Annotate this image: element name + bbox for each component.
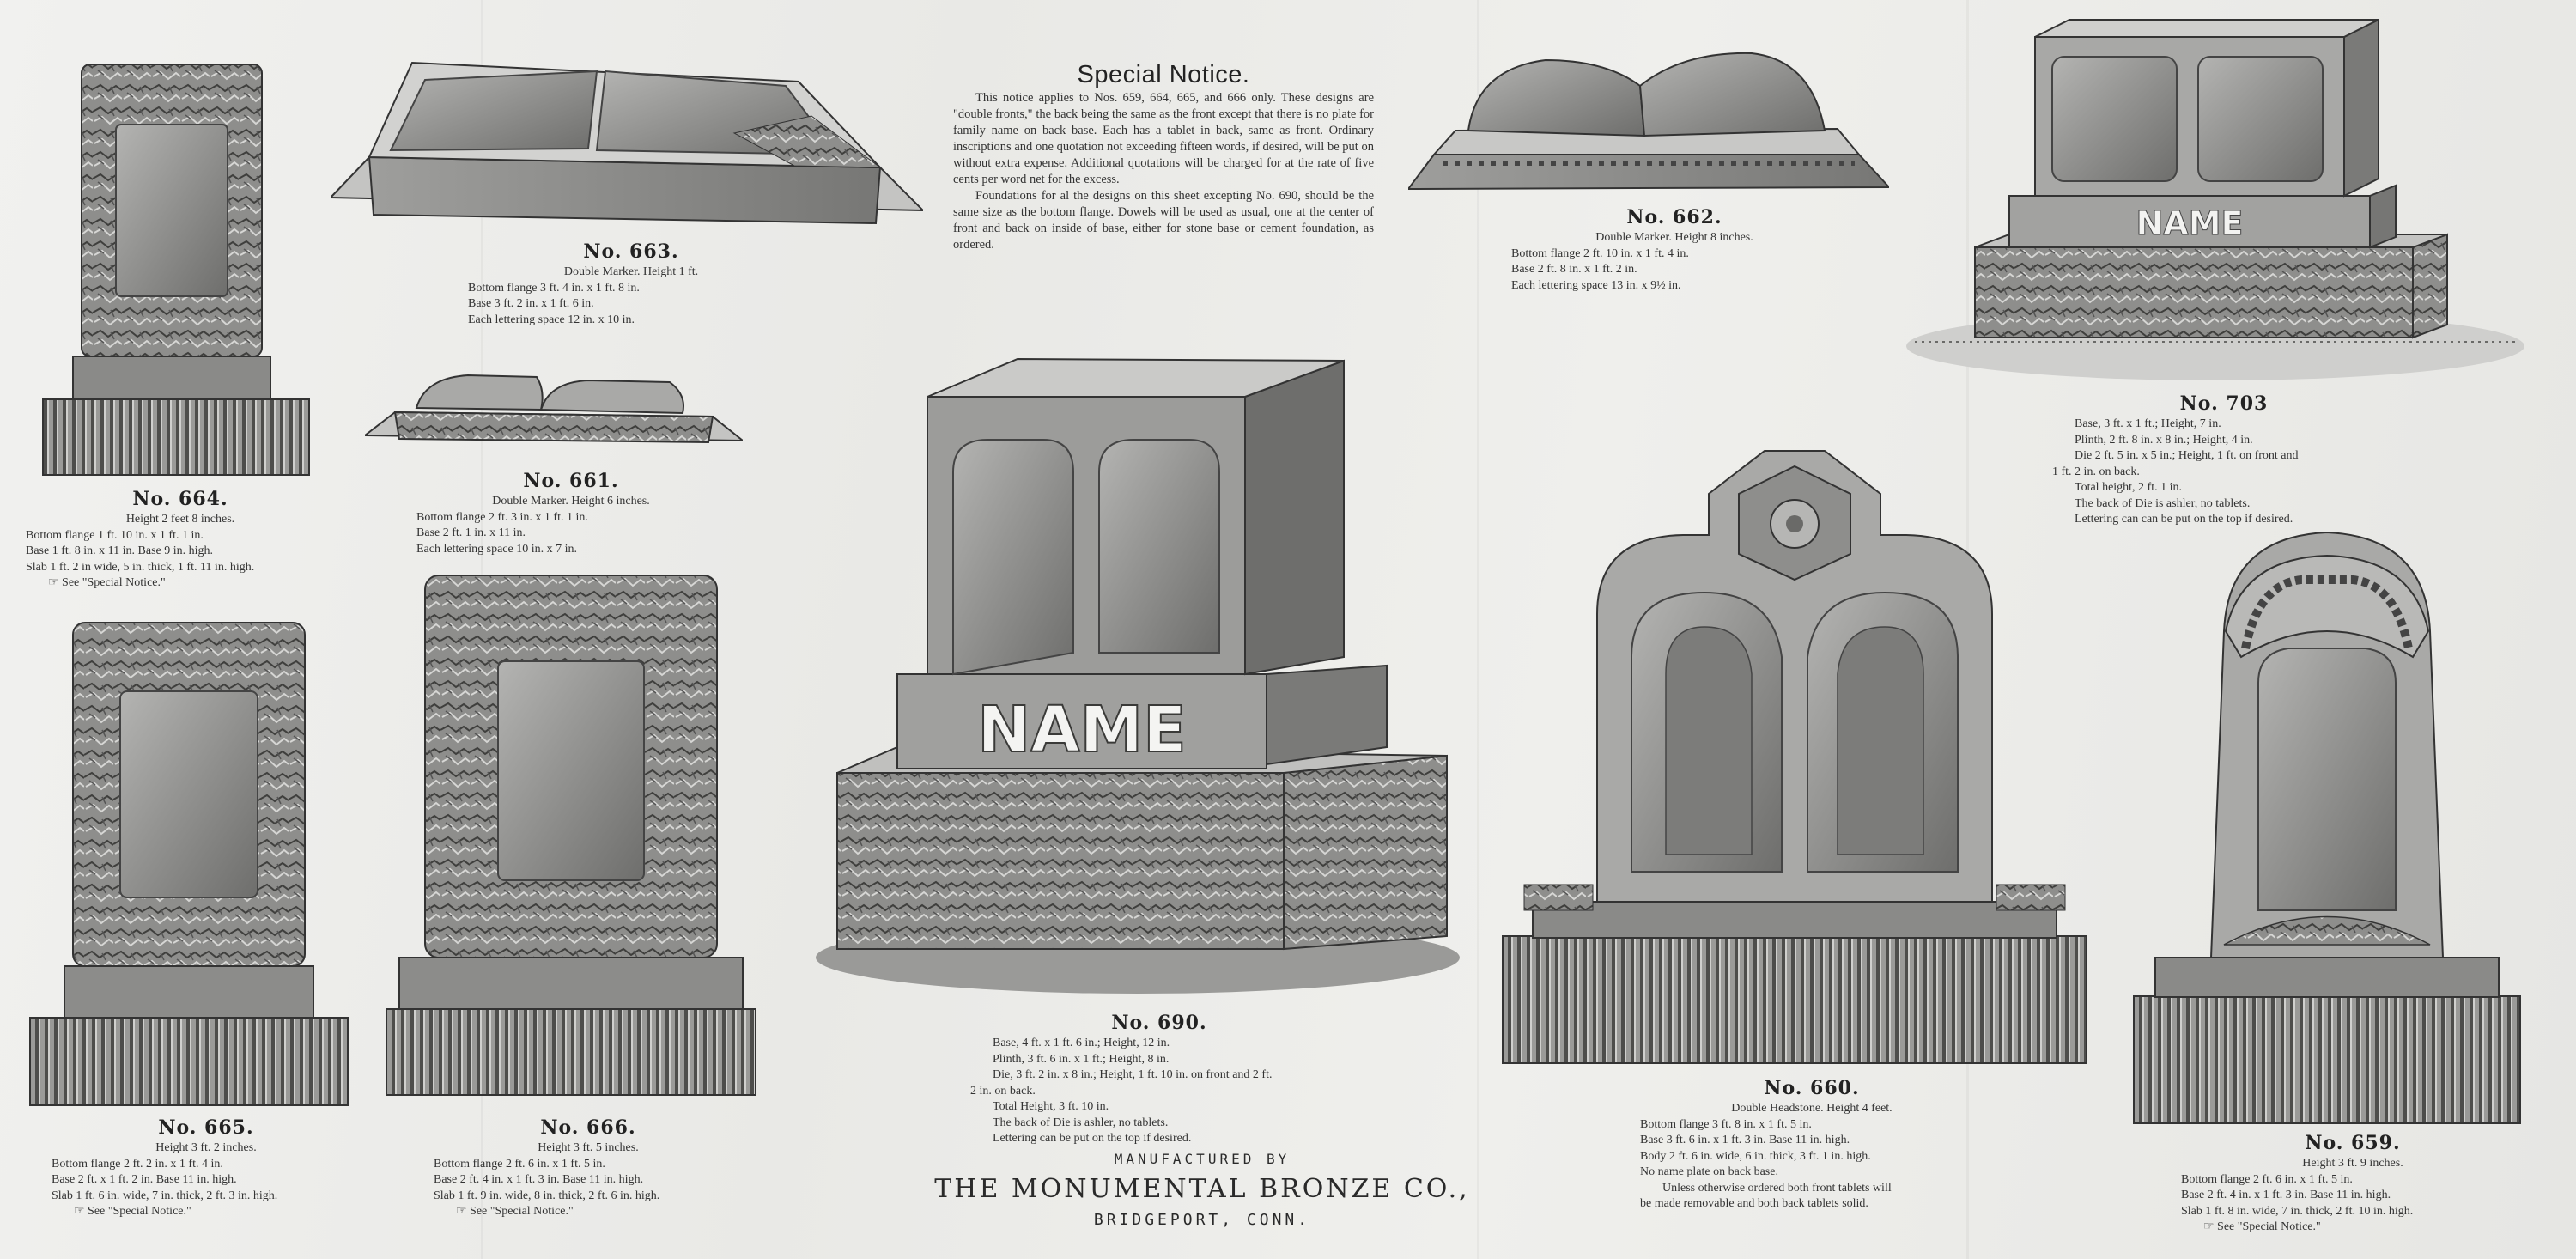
spec-line: Lettering can be put on the top if desired. xyxy=(993,1132,1192,1145)
company-name: THE MONUMENTAL BRONZE CO., xyxy=(934,1174,1470,1204)
product-number: No. 663. xyxy=(583,240,679,263)
monument-690-illustration xyxy=(811,344,1464,996)
spec-line: Each lettering space 13 in. x 9½ in. xyxy=(1511,278,1681,292)
monument-666-illustration xyxy=(382,567,760,1099)
monument-703-illustration xyxy=(1898,15,2533,385)
notice-line: Foundations for al the designs on this sheet excepting No. xyxy=(975,189,1275,203)
monument-664-illustration xyxy=(34,60,318,481)
spec-line: Base 2 ft. 4 in. x 1 ft. 3 in. Base 11 in. high. xyxy=(2181,1189,2391,1201)
spec-line: Base 3 ft. 2 in. x 1 ft. 6 in. xyxy=(468,297,594,310)
spec-line: Height 2 feet 8 inches. xyxy=(125,513,235,526)
monument-663-illustration xyxy=(331,56,923,236)
monument-659-illustration xyxy=(2129,520,2524,1129)
name-plate-690: NAME xyxy=(977,693,1187,767)
spec-line: Plinth, 3 ft. 6 in. x 1 ft.; Height, 8 in. xyxy=(993,1052,1170,1066)
notice-line: and one quotation not exceeding fifteen words, if desired, will xyxy=(1014,140,1325,154)
spec-line: Unless otherwise ordered both front tablets will xyxy=(1662,1181,1892,1195)
spec-line: Double Marker. Height 1 ft. xyxy=(563,265,699,278)
company-location: BRIDGEPORT, CONN. xyxy=(1093,1211,1311,1229)
caption-661 xyxy=(416,468,726,557)
product-number: No. 665. xyxy=(158,1116,254,1139)
spec-line: Bottom flange 2 ft. 6 in. x 1 ft. 5 in. xyxy=(2181,1172,2353,1186)
spec-line: Double Marker. Height 6 inches. xyxy=(492,495,650,508)
spec-line: be made removable and both back tablets solid. xyxy=(1640,1197,1868,1210)
notice-line: charged for at the rate of five cents per word net for the excess. xyxy=(953,156,1375,186)
product-number: No. 662. xyxy=(1626,206,1722,228)
spec-line: Bottom flange 1 ft. 10 in. x 1 ft. 1 in. xyxy=(26,528,204,542)
caption-663 xyxy=(468,239,794,328)
notice-line: These designs are "double fronts," the back being the same as xyxy=(953,91,1375,121)
spec-line: Bottom flange 2 ft. 2 in. x 1 ft. 4 in. xyxy=(52,1157,223,1171)
product-number: No. 703 xyxy=(2179,392,2269,415)
spec-line: 1 ft. 2 in. on back. xyxy=(2052,465,2140,478)
spec-line: Base 2 ft. 4 in. x 1 ft. 3 in. Base 11 in. high. xyxy=(434,1173,644,1186)
spec-line: The back of Die is ashler, no tablets. xyxy=(2075,496,2251,510)
spec-line: Double Marker. Height 8 inches. xyxy=(1595,231,1753,244)
caption-703 xyxy=(2052,391,2396,528)
monument-661-illustration xyxy=(365,356,743,459)
monument-662-illustration xyxy=(1408,34,1889,198)
spec-line: ☞ See "Special Notice." xyxy=(74,1205,191,1218)
spec-line: Base 2 ft. 8 in. x 1 ft. 2 in. xyxy=(1511,263,1637,276)
spec-line: Body 2 ft. 6 in. wide, 6 in. thick, 3 ft. 1 in. high. xyxy=(1640,1149,1871,1163)
spec-line: Bottom flange 2 ft. 3 in. x 1 ft. 1 in. xyxy=(416,510,588,524)
spec-line: Bottom flange 3 ft. 8 in. x 1 ft. 5 in. xyxy=(1640,1117,1812,1131)
spec-line: ☞ See "Special Notice." xyxy=(456,1205,574,1218)
notice-line: Each has a tablet in back, same as front. Ordinary inscriptions xyxy=(953,124,1374,154)
spec-line: Bottom flange 2 ft. 10 in. x 1 ft. 4 in. xyxy=(1511,246,1689,260)
spec-line: Base 2 ft. x 1 ft. 2 in. Base 11 in. high. xyxy=(52,1173,237,1186)
caption-660 xyxy=(1640,1075,1984,1213)
spec-line: No name plate on back base. xyxy=(1640,1165,1778,1178)
spec-line: Lettering can can be put on the top if desired. xyxy=(2075,513,2293,526)
caption-664 xyxy=(26,486,335,592)
spec-line: Height 3 ft. 5 inches. xyxy=(538,1141,639,1154)
notice-paragraph-2 xyxy=(953,188,1374,253)
notice-paragraph-1 xyxy=(953,90,1374,188)
spec-line: Height 3 ft. 2 inches. xyxy=(155,1141,257,1154)
spec-line: Height 3 ft. 9 inches. xyxy=(2302,1157,2403,1170)
manufacturer-imprint xyxy=(773,1151,1631,1229)
spec-line: Die, 3 ft. 2 in. x 8 in.; Height, 1 ft. 10 in. on front and 2 ft. xyxy=(993,1068,1273,1081)
product-number: No. 661. xyxy=(523,470,619,492)
manufactured-by: MANUFACTURED BY xyxy=(1114,1151,1291,1167)
spec-line: Slab 1 ft. 2 in wide, 5 in. thick, 1 ft. 11 in. high. xyxy=(26,560,255,574)
notice-line: base, either for stone base or cement foundation, as ordered. xyxy=(953,222,1374,252)
notice-title: Special Notice. xyxy=(1077,61,1250,88)
caption-662 xyxy=(1511,204,1838,294)
spec-line: ☞ See "Special Notice." xyxy=(2203,1220,2321,1233)
caption-659 xyxy=(2181,1130,2524,1236)
spec-line: Base, 3 ft. x 1 ft.; Height, 7 in. xyxy=(2075,417,2221,430)
spec-line: Slab 1 ft. 9 in. wide, 8 in. thick, 2 ft. 6 in. high. xyxy=(434,1189,660,1202)
monument-665-illustration xyxy=(26,614,352,1112)
spec-line: ☞ See "Special Notice." xyxy=(48,576,166,589)
spec-line: Each lettering space 10 in. x 7 in. xyxy=(416,542,577,556)
spec-line: Bottom flange 2 ft. 6 in. x 1 ft. 5 in. xyxy=(434,1157,605,1171)
spec-line: Slab 1 ft. 8 in. wide, 7 in. thick, 2 ft. 10 in. high. xyxy=(2181,1204,2414,1218)
product-number: No. 659. xyxy=(2305,1132,2401,1154)
product-number: No. 690. xyxy=(1111,1012,1207,1034)
spec-line: The back of Die is ashler, no tablets. xyxy=(993,1116,1169,1129)
spec-line: Base 2 ft. 1 in. x 11 in. xyxy=(416,526,526,539)
spec-line: Base 3 ft. 6 in. x 1 ft. 3 in. Base 11 in. high. xyxy=(1640,1134,1850,1146)
notice-line: 690, should be the same size as the bottom flange. Dowels will xyxy=(953,189,1374,219)
spec-line: Total Height, 3 ft. 10 in. xyxy=(993,1100,1109,1113)
special-notice xyxy=(953,61,1375,253)
spec-line: Slab 1 ft. 6 in. wide, 7 in. thick, 2 ft. 3 in. high. xyxy=(52,1189,278,1202)
caption-690 xyxy=(970,1010,1348,1147)
name-plate-703: NAME xyxy=(2136,204,2244,242)
product-number: No. 664. xyxy=(132,488,228,510)
spec-line: Base, 4 ft. x 1 ft. 6 in.; Height, 12 in. xyxy=(993,1037,1170,1049)
notice-line: the front except that there is no plate for family name on back base. xyxy=(953,107,1374,137)
notice-line: This notice applies to Nos. 659, 664, 665, and 666 only. xyxy=(975,91,1276,105)
spec-line: Bottom flange 3 ft. 4 in. x 1 ft. 8 in. xyxy=(468,281,640,295)
product-number: No. 660. xyxy=(1764,1077,1860,1099)
caption-665 xyxy=(52,1115,361,1220)
spec-line: Total height, 2 ft. 1 in. xyxy=(2075,481,2183,494)
monument-660-illustration xyxy=(1498,434,2091,1069)
spec-line: 2 in. on back. xyxy=(970,1084,1036,1098)
spec-line: Double Headstone. Height 4 feet. xyxy=(1731,1102,1893,1115)
caption-666 xyxy=(434,1115,743,1220)
spec-line: Base 1 ft. 8 in. x 11 in. Base 9 in. high. xyxy=(26,544,214,557)
notice-line: be used as usual, one at the center of front and back on inside of xyxy=(953,205,1374,235)
notice-line: be put on without extra expense. Additional quotations will be xyxy=(953,140,1375,170)
product-number: No. 666. xyxy=(540,1116,636,1139)
spec-line: Each lettering space 12 in. x 10 in. xyxy=(468,313,635,326)
spec-line: Plinth, 2 ft. 8 in. x 8 in.; Height, 4 in. xyxy=(2075,433,2253,447)
spec-line: Die 2 ft. 5 in. x 5 in.; Height, 1 ft. on front and xyxy=(2075,449,2299,462)
